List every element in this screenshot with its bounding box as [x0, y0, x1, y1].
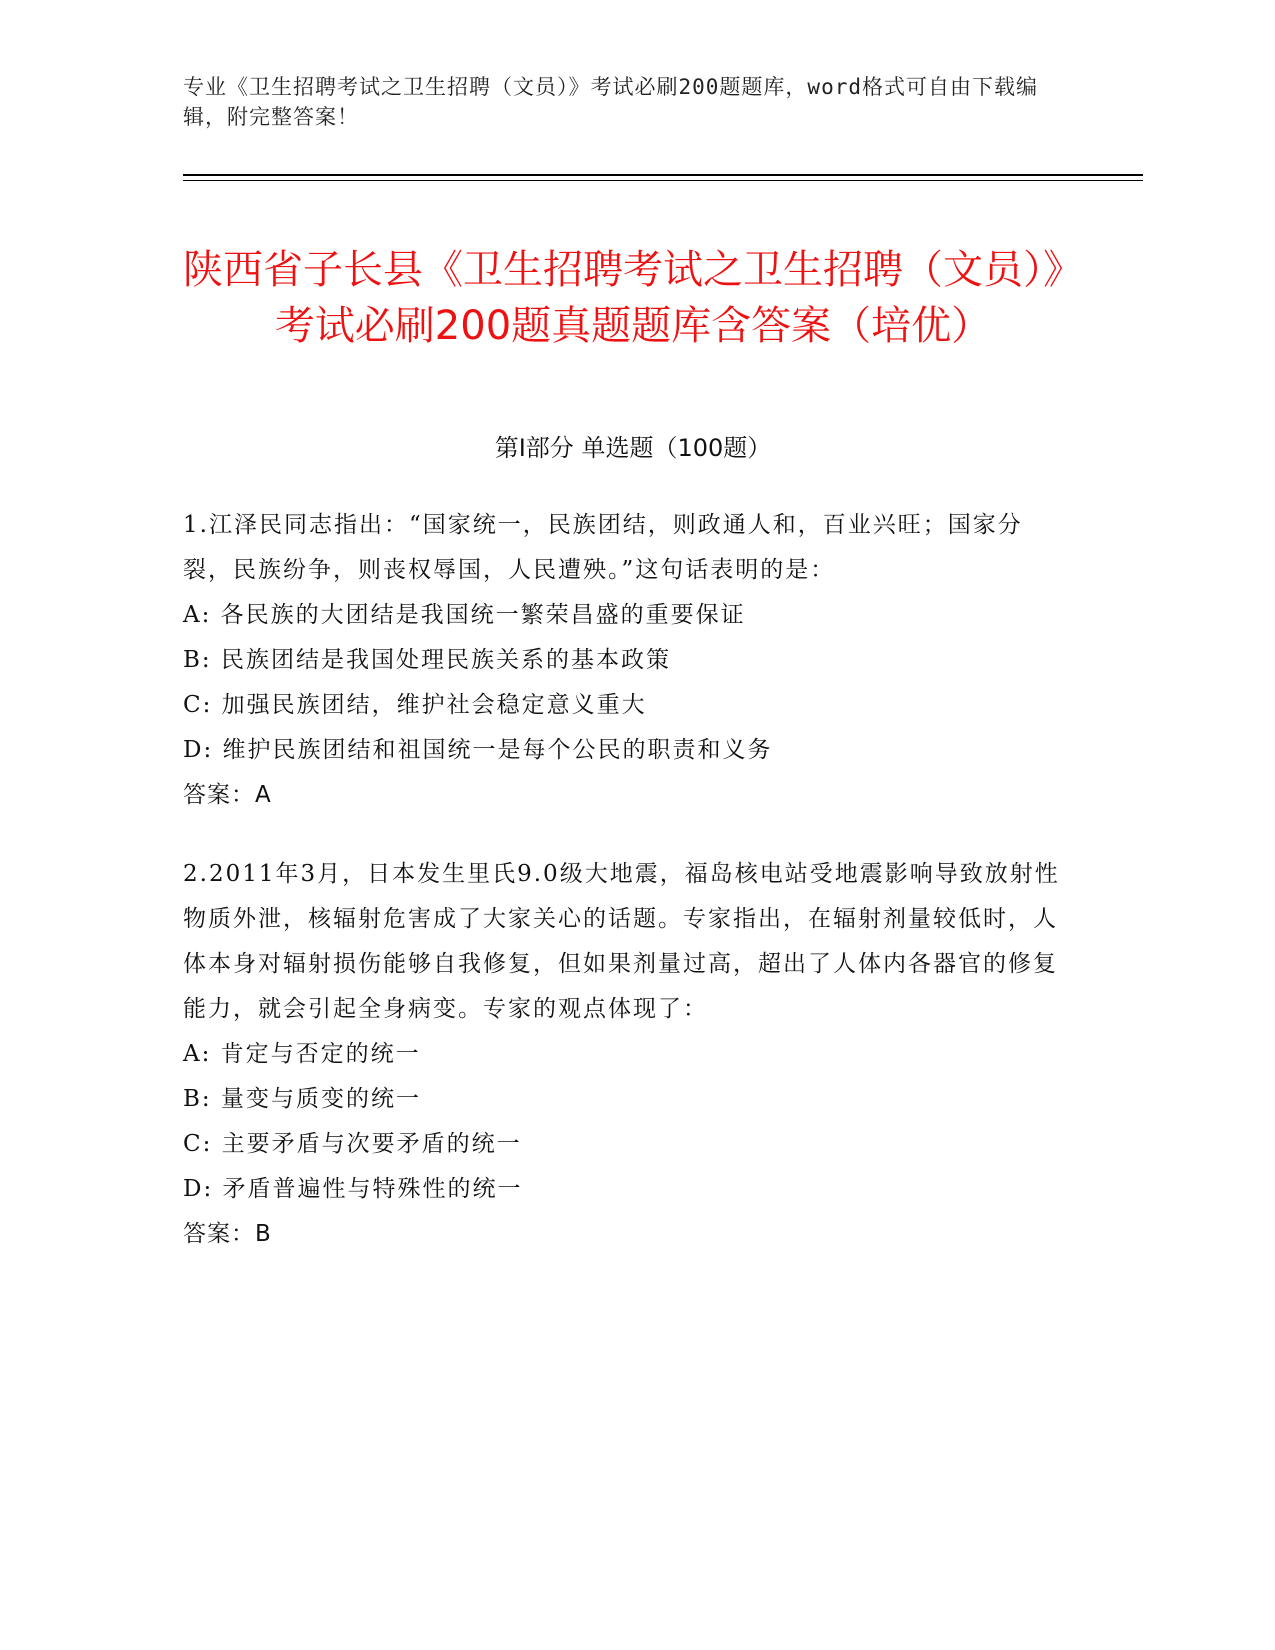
option-d: D: 维护民族团结和祖国统一是每个公民的职责和义务: [183, 737, 773, 763]
section-heading: 第Ⅰ部分 单选题（100题）: [494, 434, 772, 462]
option-d: D: 矛盾普遍性与特殊性的统一: [183, 1176, 523, 1202]
question-text: 1.江泽民同志指出：“国家统一，民族团结，则政通人和，百业兴旺；国家分裂，民族纷争，则丧权辱国，人民遭殃。”这句话表明的是：: [183, 512, 1023, 583]
answer: 答案：A: [183, 782, 272, 808]
header-rule-thin: [183, 180, 1143, 181]
header-rule-thick: [183, 174, 1143, 176]
question-text: 2.2011年3月，日本发生里氏9.0级大地震，福岛核电站受地震影响导致放射性物质外泄，核辐射危害成了大家关心的话题。专家指出，在辐射剂量较低时，人体本身对辐射损伤能够自我修复，但如果剂量过高，超出了人体内各器官的修复能力，就会引起全身病变。专家的观点体现了：: [183, 861, 1060, 1022]
question-1: [183, 503, 1063, 818]
option-c: C: 主要矛盾与次要矛盾的统一: [183, 1131, 522, 1157]
option-b: B: 民族团结是我国处理民族关系的基本政策: [183, 647, 671, 673]
question-2: [183, 852, 1063, 1257]
option-a: A: 肯定与否定的统一: [183, 1041, 421, 1067]
header-note: 专业《卫生招聘考试之卫生招聘（文员）》考试必刷200题题库，word格式可自由下载编辑，附完整答案！: [183, 75, 1038, 129]
document-title: 陕西省子长县《卫生招聘考试之卫生招聘（文员）》考试必刷200题真题题库含答案（培优）: [183, 246, 1083, 349]
option-c: C: 加强民族团结，维护社会稳定意义重大: [183, 692, 647, 718]
option-b: B: 量变与质变的统一: [183, 1086, 421, 1112]
option-a: A: 各民族的大团结是我国统一繁荣昌盛的重要保证: [183, 602, 746, 628]
answer: 答案：B: [183, 1221, 272, 1247]
